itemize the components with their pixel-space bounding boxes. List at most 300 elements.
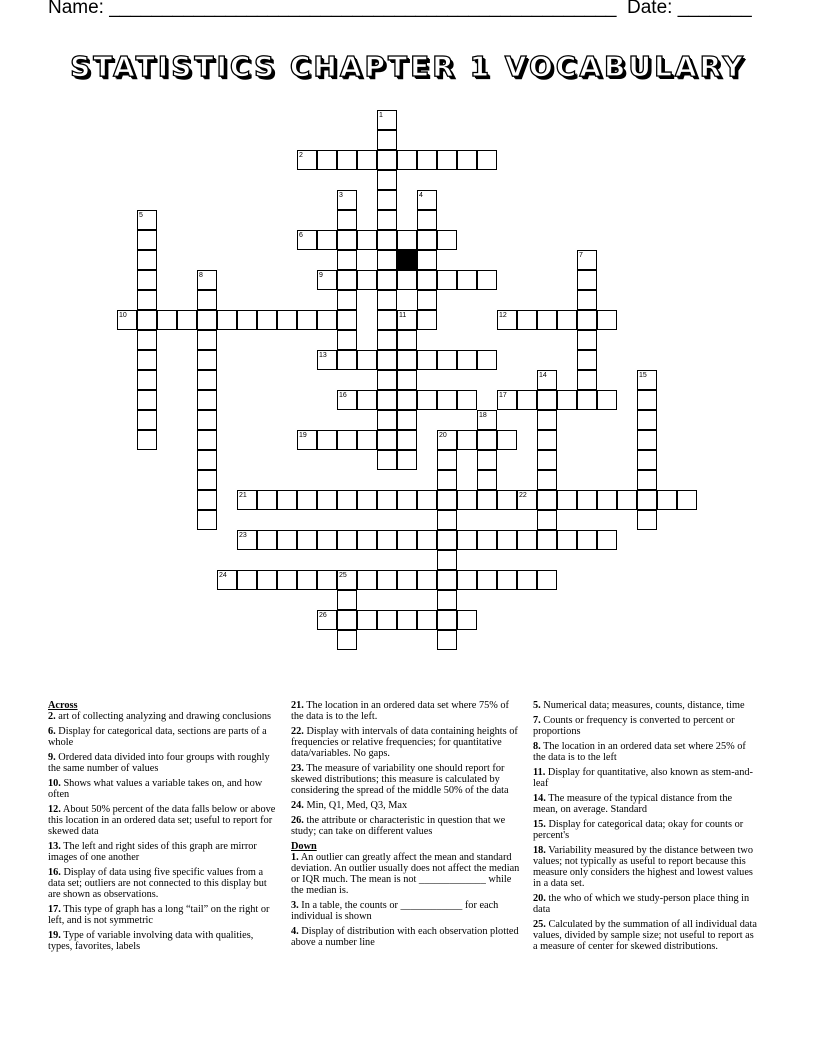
clue-item	[48, 711, 280, 722]
down-heading: Down	[291, 841, 317, 852]
grid-cell[interactable]	[397, 330, 417, 350]
clue-text: This type of graph has a long “tail” on the right or left, and is not symmetric	[48, 904, 270, 926]
clue-text: the attribute or characteristic in question that we study; can take on different values	[291, 815, 506, 837]
clue-number: 17.	[48, 904, 61, 915]
grid-cell[interactable]	[277, 310, 297, 330]
cell-number: 14	[539, 372, 547, 379]
clue-item	[48, 841, 280, 863]
clue-item	[48, 752, 280, 774]
clue-item	[291, 852, 523, 896]
grid-cell[interactable]	[417, 610, 437, 630]
grid-cell[interactable]	[637, 370, 657, 390]
grid-cell[interactable]	[317, 490, 337, 510]
grid-cell[interactable]	[517, 570, 537, 590]
grid-cell[interactable]	[197, 270, 217, 290]
clue-number: 18.	[533, 845, 546, 856]
grid-cell[interactable]	[337, 310, 357, 330]
grid-cell[interactable]	[637, 390, 657, 410]
clue-item	[48, 726, 280, 748]
grid-cell[interactable]	[317, 430, 337, 450]
cell-number: 23	[239, 532, 247, 539]
grid-cell[interactable]	[637, 410, 657, 430]
grid-cell[interactable]	[137, 250, 157, 270]
grid-cell[interactable]	[397, 410, 417, 430]
grid-cell[interactable]	[377, 250, 397, 270]
clue-number: 22.	[291, 726, 304, 737]
grid-cell[interactable]	[437, 630, 457, 650]
grid-cell[interactable]	[597, 310, 617, 330]
page-title: STATISTICS CHAPTER 1 VOCABULARY	[70, 50, 746, 83]
grid-cell[interactable]	[197, 410, 217, 430]
grid-cell[interactable]	[197, 350, 217, 370]
grid-cell[interactable]	[197, 330, 217, 350]
grid-cell[interactable]	[537, 390, 557, 410]
clues-column-2	[291, 700, 523, 952]
cell-number: 26	[319, 612, 327, 619]
grid-cell[interactable]	[377, 430, 397, 450]
grid-cell[interactable]	[417, 270, 437, 290]
cell-number: 3	[339, 192, 343, 199]
grid-cell[interactable]	[577, 350, 597, 370]
grid-cell[interactable]	[457, 350, 477, 370]
grid-cell[interactable]	[517, 530, 537, 550]
clue-item	[533, 767, 758, 789]
grid-cell[interactable]	[417, 490, 437, 510]
grid-cell[interactable]	[257, 310, 277, 330]
grid-cell[interactable]	[337, 490, 357, 510]
grid-cell[interactable]	[557, 490, 577, 510]
grid-cell[interactable]	[617, 490, 637, 510]
clue-text: Display for quantitative, also known as stem-and-leaf	[533, 767, 753, 789]
grid-cell[interactable]	[137, 290, 157, 310]
grid-cell[interactable]	[397, 390, 417, 410]
grid-cell[interactable]	[397, 350, 417, 370]
grid-cell[interactable]	[217, 570, 237, 590]
grid-cell[interactable]	[637, 490, 657, 510]
grid-cell[interactable]	[397, 610, 417, 630]
grid-cell[interactable]	[457, 490, 477, 510]
clue-text: the who of which we study-person place thing in data	[533, 893, 750, 915]
grid-cell[interactable]	[397, 310, 417, 330]
grid-cell[interactable]	[377, 110, 397, 130]
grid-cell[interactable]	[197, 290, 217, 310]
grid-cell[interactable]	[637, 430, 657, 450]
clue-text: The measure of the typical distance from the mean, on average. Standard	[533, 793, 733, 815]
grid-block	[397, 250, 417, 270]
grid-cell[interactable]	[637, 510, 657, 530]
grid-cell[interactable]	[317, 530, 337, 550]
grid-cell[interactable]	[417, 290, 437, 310]
grid-cell[interactable]	[337, 270, 357, 290]
grid-cell[interactable]	[577, 290, 597, 310]
grid-cell[interactable]	[437, 230, 457, 250]
grid-cell[interactable]	[437, 450, 457, 470]
grid-cell[interactable]	[497, 390, 517, 410]
grid-cell[interactable]	[397, 570, 417, 590]
clue-item	[48, 904, 280, 926]
grid-cell[interactable]	[137, 350, 157, 370]
clue-number: 1.	[291, 852, 299, 863]
grid-cell[interactable]	[297, 570, 317, 590]
name-field-label: Name: ________________________________________________	[48, 0, 617, 18]
grid-cell[interactable]	[477, 530, 497, 550]
grid-cell[interactable]	[137, 330, 157, 350]
grid-cell[interactable]	[337, 250, 357, 270]
grid-cell[interactable]	[317, 230, 337, 250]
grid-cell[interactable]	[337, 390, 357, 410]
grid-cell[interactable]	[377, 290, 397, 310]
grid-cell[interactable]	[437, 570, 457, 590]
grid-cell[interactable]	[437, 270, 457, 290]
grid-cell[interactable]	[137, 310, 157, 330]
grid-cell[interactable]	[577, 490, 597, 510]
grid-cell[interactable]	[377, 610, 397, 630]
grid-cell[interactable]	[197, 310, 217, 330]
grid-cell[interactable]	[377, 310, 397, 330]
clue-text: The location in an ordered data set where 25% of the data is to the left	[533, 741, 746, 763]
grid-cell[interactable]	[557, 310, 577, 330]
grid-cell[interactable]	[497, 430, 517, 450]
clue-text: Display of distribution with each observation plotted above a number line	[291, 926, 519, 948]
grid-cell[interactable]	[257, 530, 277, 550]
grid-cell[interactable]	[377, 390, 397, 410]
grid-cell[interactable]	[357, 570, 377, 590]
clue-item	[533, 793, 758, 815]
cell-number: 25	[339, 572, 347, 579]
grid-cell[interactable]	[437, 430, 457, 450]
grid-cell[interactable]	[497, 490, 517, 510]
grid-cell[interactable]	[437, 550, 457, 570]
grid-cell[interactable]	[197, 450, 217, 470]
cell-number: 20	[439, 432, 447, 439]
grid-cell[interactable]	[437, 390, 457, 410]
grid-cell[interactable]	[377, 170, 397, 190]
grid-cell[interactable]	[177, 310, 197, 330]
clue-number: 12.	[48, 804, 61, 815]
clue-text: Variability measured by the distance between two values; not typically as useful to report because this measure only considers the highest and lowest values in a data set.	[533, 845, 753, 889]
grid-cell[interactable]	[457, 390, 477, 410]
grid-cell[interactable]	[197, 510, 217, 530]
grid-cell[interactable]	[377, 450, 397, 470]
grid-cell[interactable]	[357, 230, 377, 250]
grid-cell[interactable]	[437, 350, 457, 370]
grid-cell[interactable]	[577, 330, 597, 350]
grid-cell[interactable]	[437, 510, 457, 530]
cell-number: 15	[639, 372, 647, 379]
grid-cell[interactable]	[457, 150, 477, 170]
grid-cell[interactable]	[297, 310, 317, 330]
grid-cell[interactable]	[377, 370, 397, 390]
grid-cell[interactable]	[197, 390, 217, 410]
across-heading: Across	[48, 700, 78, 711]
grid-cell[interactable]	[137, 410, 157, 430]
grid-cell[interactable]	[517, 490, 537, 510]
grid-cell[interactable]	[397, 430, 417, 450]
grid-cell[interactable]	[337, 630, 357, 650]
grid-cell[interactable]	[357, 530, 377, 550]
grid-cell[interactable]	[657, 490, 677, 510]
grid-cell[interactable]	[597, 530, 617, 550]
grid-cell[interactable]	[577, 270, 597, 290]
grid-cell[interactable]	[277, 530, 297, 550]
grid-cell[interactable]	[537, 450, 557, 470]
clue-text: Min, Q1, Med, Q3, Max	[303, 800, 408, 811]
clue-number: 10.	[48, 778, 61, 789]
clue-number: 13.	[48, 841, 61, 852]
grid-cell[interactable]	[397, 450, 417, 470]
grid-cell[interactable]	[557, 390, 577, 410]
grid-cell[interactable]	[377, 270, 397, 290]
clue-item	[533, 893, 758, 915]
grid-cell[interactable]	[437, 150, 457, 170]
grid-cell[interactable]	[197, 470, 217, 490]
grid-cell[interactable]	[517, 390, 537, 410]
grid-cell[interactable]	[417, 570, 437, 590]
cell-number: 12	[499, 312, 507, 319]
grid-cell[interactable]	[417, 310, 437, 330]
grid-cell[interactable]	[197, 370, 217, 390]
grid-cell[interactable]	[337, 230, 357, 250]
cell-number: 17	[499, 392, 507, 399]
grid-cell[interactable]	[117, 310, 137, 330]
clue-item	[533, 715, 758, 737]
grid-cell[interactable]	[557, 530, 577, 550]
grid-cell[interactable]	[477, 270, 497, 290]
clue-number: 23.	[291, 763, 304, 774]
grid-cell[interactable]	[537, 490, 557, 510]
grid-cell[interactable]	[457, 530, 477, 550]
cell-number: 7	[579, 252, 583, 259]
grid-cell[interactable]	[577, 370, 597, 390]
grid-cell[interactable]	[397, 150, 417, 170]
grid-cell[interactable]	[537, 410, 557, 430]
grid-cell[interactable]	[477, 490, 497, 510]
clue-text: An outlier can greatly affect the mean and standard deviation. An outlier usually does not affect the median or IQR much. The mean is not _____________ while the median is.	[291, 852, 520, 896]
grid-cell[interactable]	[317, 150, 337, 170]
grid-cell[interactable]	[137, 370, 157, 390]
clue-item	[48, 804, 280, 837]
clue-text: Numerical data; measures, counts, distance, time	[540, 700, 745, 711]
down-clue-list	[291, 852, 523, 948]
grid-cell[interactable]	[337, 610, 357, 630]
grid-cell[interactable]	[337, 570, 357, 590]
grid-cell[interactable]	[317, 270, 337, 290]
grid-cell[interactable]	[377, 190, 397, 210]
grid-cell[interactable]	[377, 490, 397, 510]
clue-number: 6.	[48, 726, 56, 737]
clue-text: Type of variable involving data with qualities, types, favorites, labels	[48, 930, 254, 952]
clue-item	[291, 700, 523, 722]
grid-cell[interactable]	[397, 270, 417, 290]
grid-cell[interactable]	[417, 190, 437, 210]
grid-cell[interactable]	[337, 190, 357, 210]
grid-cell[interactable]	[457, 270, 477, 290]
grid-cell[interactable]	[217, 310, 237, 330]
grid-cell[interactable]	[597, 490, 617, 510]
grid-cell[interactable]	[357, 390, 377, 410]
grid-cell[interactable]	[417, 230, 437, 250]
grid-cell[interactable]	[477, 570, 497, 590]
grid-cell[interactable]	[537, 530, 557, 550]
grid-cell[interactable]	[377, 150, 397, 170]
grid-cell[interactable]	[137, 390, 157, 410]
grid-cell[interactable]	[457, 430, 477, 450]
grid-cell[interactable]	[357, 350, 377, 370]
grid-cell[interactable]	[517, 310, 537, 330]
grid-cell[interactable]	[317, 570, 337, 590]
grid-cell[interactable]	[377, 210, 397, 230]
grid-cell[interactable]	[417, 210, 437, 230]
grid-cell[interactable]	[497, 310, 517, 330]
grid-cell[interactable]	[677, 490, 697, 510]
grid-cell[interactable]	[337, 210, 357, 230]
clue-text: About 50% percent of the data falls below or above this location in an ordered data set; useful to report for skewed data	[48, 804, 276, 837]
grid-cell[interactable]	[297, 430, 317, 450]
grid-cell[interactable]	[537, 430, 557, 450]
grid-cell[interactable]	[457, 570, 477, 590]
grid-cell[interactable]	[297, 230, 317, 250]
grid-cell[interactable]	[537, 570, 557, 590]
grid-cell[interactable]	[337, 330, 357, 350]
clue-item	[48, 867, 280, 900]
grid-cell[interactable]	[437, 590, 457, 610]
grid-cell[interactable]	[137, 270, 157, 290]
grid-cell[interactable]	[437, 490, 457, 510]
grid-cell[interactable]	[337, 150, 357, 170]
grid-cell[interactable]	[337, 590, 357, 610]
grid-cell[interactable]	[357, 490, 377, 510]
grid-cell[interactable]	[237, 310, 257, 330]
grid-cell[interactable]	[377, 130, 397, 150]
grid-cell[interactable]	[437, 470, 457, 490]
grid-cell[interactable]	[397, 530, 417, 550]
grid-cell[interactable]	[377, 530, 397, 550]
grid-cell[interactable]	[537, 370, 557, 390]
grid-cell[interactable]	[477, 350, 497, 370]
clue-number: 16.	[48, 867, 61, 878]
clue-number: 20.	[533, 893, 546, 904]
grid-cell[interactable]	[197, 490, 217, 510]
grid-cell[interactable]	[357, 610, 377, 630]
grid-cell[interactable]	[317, 310, 337, 330]
grid-cell[interactable]	[197, 430, 217, 450]
grid-cell[interactable]	[377, 410, 397, 430]
clue-number: 3.	[291, 900, 299, 911]
grid-cell[interactable]	[257, 570, 277, 590]
grid-cell[interactable]	[377, 230, 397, 250]
grid-cell[interactable]	[397, 490, 417, 510]
grid-cell[interactable]	[377, 330, 397, 350]
grid-cell[interactable]	[477, 450, 497, 470]
grid-cell[interactable]	[237, 530, 257, 550]
grid-cell[interactable]	[357, 150, 377, 170]
clue-text: Counts or frequency is converted to percent or proportions	[533, 715, 735, 737]
grid-cell[interactable]	[317, 610, 337, 630]
grid-cell[interactable]	[477, 430, 497, 450]
cell-number: 16	[339, 392, 347, 399]
cell-number: 9	[319, 272, 323, 279]
grid-cell[interactable]	[277, 490, 297, 510]
grid-cell[interactable]	[417, 390, 437, 410]
grid-cell[interactable]	[397, 230, 417, 250]
grid-cell[interactable]	[497, 530, 517, 550]
grid-cell[interactable]	[537, 510, 557, 530]
grid-cell[interactable]	[137, 210, 157, 230]
grid-cell[interactable]	[417, 530, 437, 550]
grid-cell[interactable]	[277, 570, 297, 590]
clue-number: 5.	[533, 700, 541, 711]
grid-cell[interactable]	[297, 150, 317, 170]
grid-cell[interactable]	[137, 430, 157, 450]
grid-cell[interactable]	[537, 470, 557, 490]
grid-cell[interactable]	[477, 150, 497, 170]
clue-item	[48, 930, 280, 952]
grid-cell[interactable]	[417, 350, 437, 370]
cell-number: 19	[299, 432, 307, 439]
clue-number: 7.	[533, 715, 541, 726]
clues-column-1	[48, 700, 280, 956]
clue-text: Ordered data divided into four groups with roughly the same number of values	[48, 752, 270, 774]
grid-cell[interactable]	[317, 350, 337, 370]
grid-cell[interactable]	[377, 350, 397, 370]
grid-cell[interactable]	[357, 270, 377, 290]
grid-cell[interactable]	[577, 390, 597, 410]
grid-cell[interactable]	[377, 570, 397, 590]
grid-cell[interactable]	[437, 610, 457, 630]
clue-number: 4.	[291, 926, 299, 937]
grid-cell[interactable]	[637, 450, 657, 470]
grid-cell[interactable]	[577, 250, 597, 270]
clue-number: 26.	[291, 815, 304, 826]
grid-cell[interactable]	[237, 490, 257, 510]
grid-cell[interactable]	[457, 610, 477, 630]
grid-cell[interactable]	[477, 410, 497, 430]
cell-number: 4	[419, 192, 423, 199]
grid-cell[interactable]	[297, 530, 317, 550]
clue-text: art of collecting analyzing and drawing conclusions	[55, 711, 272, 722]
grid-cell[interactable]	[137, 230, 157, 250]
grid-cell[interactable]	[337, 350, 357, 370]
clue-text: Calculated by the summation of all individual data values, divided by sample size; not useful to report as a measure of center for skewed distributions.	[533, 919, 757, 952]
grid-cell[interactable]	[337, 430, 357, 450]
grid-cell[interactable]	[497, 570, 517, 590]
grid-cell[interactable]	[397, 370, 417, 390]
grid-cell[interactable]	[477, 470, 497, 490]
grid-cell[interactable]	[157, 310, 177, 330]
grid-cell[interactable]	[337, 530, 357, 550]
clue-number: 21.	[291, 700, 304, 711]
grid-cell[interactable]	[637, 470, 657, 490]
clue-item	[291, 763, 523, 796]
grid-cell[interactable]	[237, 570, 257, 590]
cell-number: 24	[219, 572, 227, 579]
grid-cell[interactable]	[357, 430, 377, 450]
grid-cell[interactable]	[297, 490, 317, 510]
grid-cell[interactable]	[537, 310, 557, 330]
grid-cell[interactable]	[577, 310, 597, 330]
grid-cell[interactable]	[577, 530, 597, 550]
grid-cell[interactable]	[597, 390, 617, 410]
grid-cell[interactable]	[337, 290, 357, 310]
grid-cell[interactable]	[417, 250, 437, 270]
clue-item	[291, 726, 523, 759]
cell-number: 5	[139, 212, 143, 219]
grid-cell[interactable]	[257, 490, 277, 510]
clues-column-3	[533, 700, 758, 956]
grid-cell[interactable]	[417, 150, 437, 170]
clue-item	[291, 800, 523, 811]
grid-cell[interactable]	[437, 530, 457, 550]
